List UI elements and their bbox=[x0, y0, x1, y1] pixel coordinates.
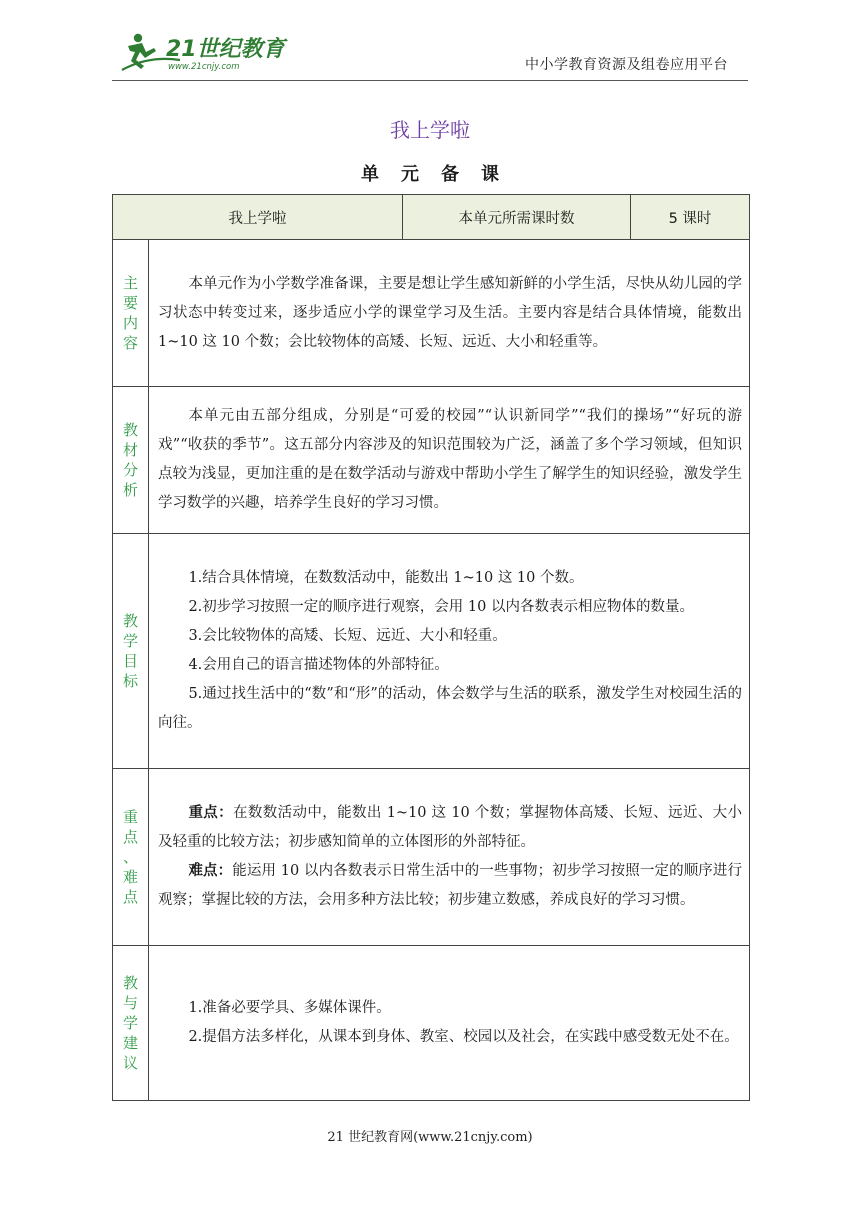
table-header-row bbox=[113, 195, 750, 240]
table-row bbox=[113, 240, 750, 387]
row-label-material-analysis: 教 材 分 析 bbox=[113, 387, 149, 534]
main-content-cell: 本单元作为小学数学准备课，主要是想让学生感知新鲜的小学生活，尽快从幼儿园的学习状态中转变过来，逐步适应小学的课堂学习及生活。主要内容是结合具体情境，能数出 1~10 这 10 个数；会比较物体的高矮、长短、远近、大小和轻重等。 bbox=[149, 240, 750, 387]
key-difficult-cell bbox=[149, 769, 750, 946]
page-header bbox=[112, 28, 748, 81]
row-label-key-difficult: 重 点 、 难 点 bbox=[113, 769, 149, 946]
suggestion-item: 1.准备必要学具、多媒体课件。 bbox=[188, 1000, 391, 1016]
unit-name-cell: 我上学啦 bbox=[113, 195, 403, 240]
suggestions-cell bbox=[149, 946, 750, 1101]
hours-value-cell: 5 课时 bbox=[631, 195, 750, 240]
key-points: 重点：在数数活动中，能数出 1~10 这 10 个数；掌握物体高矮、长短、远近、大小及轻重的比较方法；初步感知简单的立体图形的外部特征。 bbox=[158, 805, 742, 850]
goal-item: 3.会比较物体的高矮、长短、远近、大小和轻重。 bbox=[188, 628, 507, 644]
goal-item: 4.会用自己的语言描述物体的外部特征。 bbox=[188, 657, 449, 673]
unit-plan-table bbox=[112, 194, 750, 1101]
difficult-points: 难点：能运用 10 以内各数表示日常生活中的一些事物；初步学习按照一定的顺序进行观察；掌握比较的方法，会用多种方法比较；初步建立数感，养成良好的学习习惯。 bbox=[158, 863, 743, 908]
table-row bbox=[113, 946, 750, 1101]
row-label-suggestions: 教 与 学 建 议 bbox=[113, 946, 149, 1101]
material-analysis-cell: 本单元由五部分组成，分别是“可爱的校园”“认识新同学”“我们的操场”“好玩的游戏”“收获的季节”。这五部分内容涉及的知识范围较为广泛，涵盖了多个学习领域，但知识点较为浅显，更加注重的是在数学活动与游戏中帮助小学生了解学生的知识经验，激发学生学习数学的兴趣，培养学生良好的学习习惯。 bbox=[149, 387, 750, 534]
goal-item: 5.通过找生活中的“数”和“形”的活动，体会数学与生活的联系，激发学生对校园生活的向往。 bbox=[158, 686, 742, 731]
row-label-main-content: 主 要 内 容 bbox=[113, 240, 149, 387]
site-logo bbox=[120, 30, 290, 72]
platform-name: 中小学教育资源及组卷应用平台 bbox=[525, 57, 728, 73]
teaching-goals-cell bbox=[149, 534, 750, 769]
row-label-teaching-goals: 教 学 目 标 bbox=[113, 534, 149, 769]
page-footer: 21 世纪教育网(www.21cnjy.com) bbox=[327, 1130, 533, 1145]
hours-label-cell: 本单元所需课时数 bbox=[403, 195, 631, 240]
table-row bbox=[113, 387, 750, 534]
table-row bbox=[113, 534, 750, 769]
table-row bbox=[113, 769, 750, 946]
section-title: 单元备课 bbox=[361, 164, 521, 185]
goal-item: 1.结合具体情境，在数数活动中，能数出 1~10 这 10 个数。 bbox=[188, 570, 584, 586]
document-title: 我上学啦 bbox=[390, 118, 470, 142]
goal-item: 2.初步学习按照一定的顺序进行观察，会用 10 以内各数表示相应物体的数量。 bbox=[188, 599, 694, 615]
logo-url: www.21cnjy.com bbox=[168, 62, 240, 72]
logo-text: 21世纪教育 bbox=[166, 37, 285, 62]
suggestion-item: 2.提倡方法多样化，从课本到身体、教室、校园以及社会，在实践中感受数无处不在。 bbox=[188, 1029, 739, 1045]
